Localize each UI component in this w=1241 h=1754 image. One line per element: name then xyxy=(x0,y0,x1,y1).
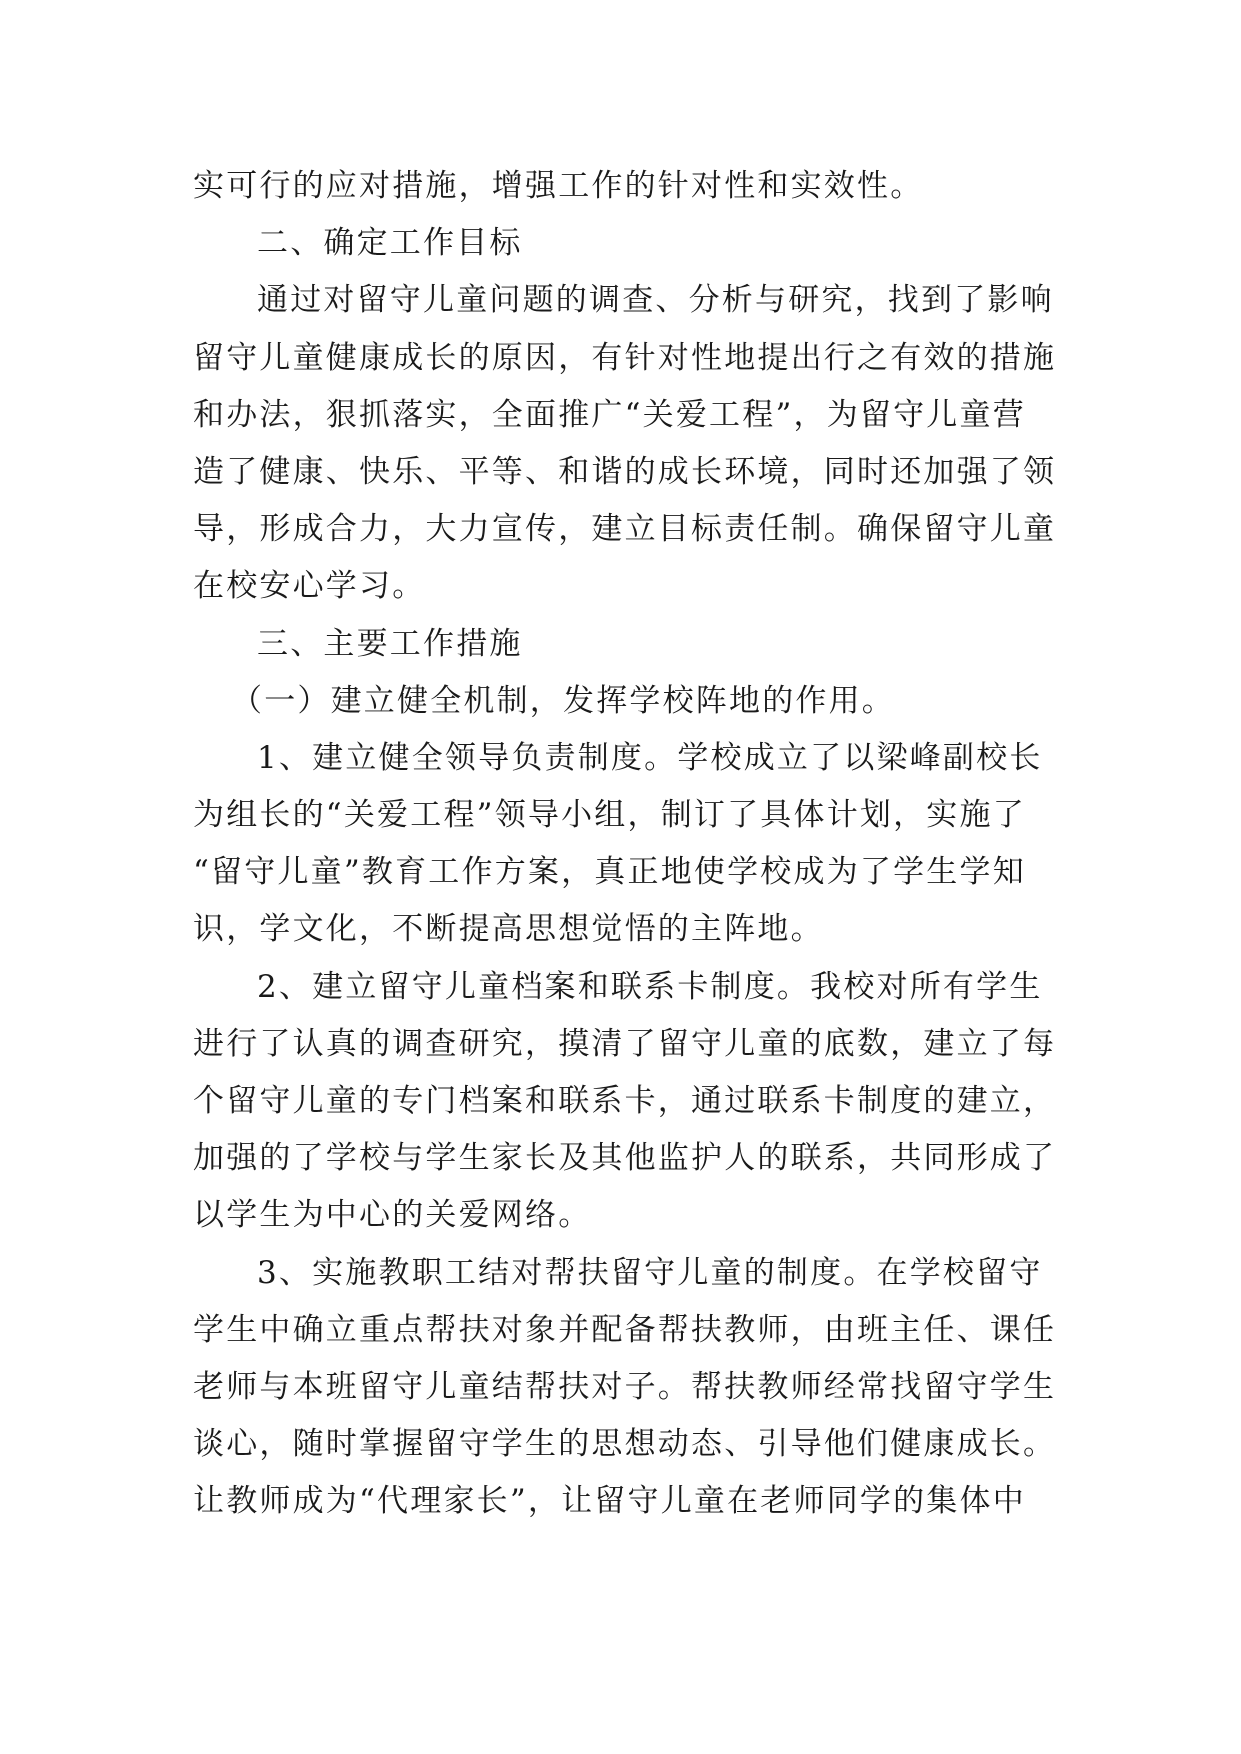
paragraph-line: 谈心，随时掌握留守学生的思想动态、引导他们健康成长。 xyxy=(193,1426,1057,1463)
paragraph-line: 和办法，狠抓落实，全面推广“关爱工程”，为留守儿童营 xyxy=(193,396,1026,433)
paragraph-line: 为组长的“关爱工程”领导小组，制订了具体计划，实施了 xyxy=(193,797,1026,834)
section-heading: 二、确定工作目标 xyxy=(257,225,523,262)
paragraph-line: 实可行的应对措施，增强工作的针对性和实效性。 xyxy=(193,168,924,204)
section-heading: 三、主要工作措施 xyxy=(257,625,523,662)
paragraph-line: 通过对留守儿童问题的调查、分析与研究，找到了影响 xyxy=(257,282,1054,319)
document-body xyxy=(193,158,1073,1531)
paragraph-line: 2、建立留守儿童档案和联系卡制度。我校对所有学生 xyxy=(257,968,1043,1005)
paragraph-line: 导，形成合力，大力宣传，建立目标责任制。确保留守儿童 xyxy=(193,511,1057,548)
paragraph-line: 3、实施教职工结对帮扶留守儿童的制度。在学校留守 xyxy=(257,1254,1043,1291)
paragraph-line: “留守儿童”教育工作方案，真正地使学校成为了学生学知 xyxy=(193,854,1026,891)
paragraph-line: 让教师成为“代理家长”，让留守儿童在老师同学的集体中 xyxy=(193,1483,1026,1520)
paragraph-line: 进行了认真的调查研究，摸清了留守儿童的底数，建立了每 xyxy=(193,1025,1057,1062)
paragraph-line: 老师与本班留守儿童结帮扶对子。帮扶教师经常找留守学生 xyxy=(193,1368,1057,1405)
paragraph-line: 1、建立健全领导负责制度。学校成立了以梁峰副校长 xyxy=(257,739,1043,776)
paragraph-line: 留守儿童健康成长的原因，有针对性地提出行之有效的措施 xyxy=(193,339,1057,376)
paragraph-line: 加强的了学校与学生家长及其他监护人的联系，共同形成了 xyxy=(193,1140,1057,1177)
paragraph-line: 个留守儿童的专门档案和联系卡，通过联系卡制度的建立， xyxy=(193,1083,1057,1119)
paragraph-line: 造了健康、快乐、平等、和谐的成长环境，同时还加强了领 xyxy=(193,453,1057,490)
paragraph-line: 在校安心学习。 xyxy=(193,568,426,605)
paragraph-line: 识，学文化，不断提高思想觉悟的主阵地。 xyxy=(193,911,824,948)
paragraph-line: 以学生为中心的关爱网络。 xyxy=(193,1197,592,1234)
subsection-heading: （一）建立健全机制，发挥学校阵地的作用。 xyxy=(231,682,895,719)
paragraph-line: 学生中确立重点帮扶对象并配备帮扶教师，由班主任、课任 xyxy=(193,1311,1057,1348)
